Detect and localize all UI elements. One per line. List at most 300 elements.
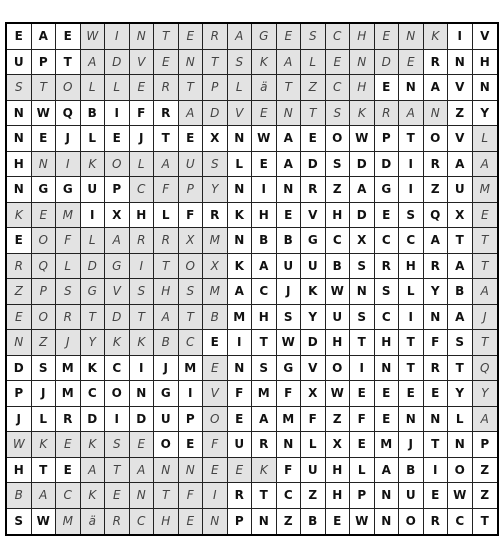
grid-cell[interactable]: F [203,432,228,458]
grid-cell[interactable]: G [154,381,179,407]
grid-cell[interactable]: I [203,483,228,509]
grid-cell[interactable]: F [228,381,253,407]
grid-cell[interactable]: O [448,458,473,484]
grid-cell[interactable]: W [32,101,57,127]
grid-cell[interactable]: K [81,483,106,509]
grid-cell[interactable]: T [179,75,204,101]
grid-cell[interactable]: P [375,126,400,152]
grid-cell[interactable]: H [7,458,32,484]
grid-cell[interactable]: A [179,101,204,127]
grid-cell[interactable]: H [130,203,155,229]
grid-cell[interactable]: C [326,228,351,254]
grid-cell[interactable]: E [179,432,204,458]
grid-cell[interactable]: S [448,330,473,356]
grid-cell[interactable]: D [301,152,326,178]
grid-cell[interactable]: I [179,381,204,407]
grid-cell[interactable]: D [81,254,106,280]
grid-cell[interactable]: T [301,101,326,127]
grid-cell[interactable]: L [301,432,326,458]
grid-cell[interactable]: E [277,24,302,50]
grid-cell[interactable]: O [326,126,351,152]
grid-cell[interactable]: P [32,50,57,76]
grid-cell[interactable]: C [399,228,424,254]
grid-cell[interactable]: A [350,177,375,203]
grid-cell[interactable]: E [179,509,204,535]
grid-cell[interactable]: E [473,203,498,229]
grid-cell[interactable]: F [350,407,375,433]
grid-cell[interactable]: O [179,254,204,280]
grid-cell[interactable]: Y [448,381,473,407]
grid-cell[interactable]: N [424,407,449,433]
grid-cell[interactable]: E [399,381,424,407]
grid-cell[interactable]: H [252,203,277,229]
grid-cell[interactable]: E [56,432,81,458]
grid-cell[interactable]: Z [326,177,351,203]
grid-cell[interactable]: P [203,75,228,101]
grid-cell[interactable]: D [203,101,228,127]
grid-cell[interactable]: G [105,254,130,280]
grid-cell[interactable]: C [326,24,351,50]
grid-cell[interactable]: V [473,24,498,50]
grid-cell[interactable]: B [399,458,424,484]
grid-cell[interactable]: W [32,509,57,535]
grid-cell[interactable]: N [7,330,32,356]
grid-cell[interactable]: K [228,254,253,280]
grid-cell[interactable]: R [105,509,130,535]
grid-cell[interactable]: J [7,407,32,433]
grid-cell[interactable]: R [424,50,449,76]
grid-cell[interactable]: A [130,458,155,484]
grid-cell[interactable]: J [32,381,57,407]
grid-cell[interactable]: E [130,432,155,458]
grid-cell[interactable]: E [105,126,130,152]
grid-cell[interactable]: X [179,228,204,254]
grid-cell[interactable]: C [277,483,302,509]
grid-cell[interactable]: S [228,50,253,76]
grid-cell[interactable]: A [228,24,253,50]
grid-cell[interactable]: K [32,432,57,458]
grid-cell[interactable]: K [350,101,375,127]
grid-cell[interactable]: B [448,279,473,305]
grid-cell[interactable]: K [130,330,155,356]
grid-cell[interactable]: Y [473,101,498,127]
grid-cell[interactable]: N [7,101,32,127]
grid-cell[interactable]: E [56,458,81,484]
grid-cell[interactable]: E [350,432,375,458]
grid-cell[interactable]: C [130,177,155,203]
grid-cell[interactable]: S [32,356,57,382]
grid-cell[interactable]: V [203,381,228,407]
grid-cell[interactable]: T [448,228,473,254]
grid-cell[interactable]: U [326,305,351,331]
grid-cell[interactable]: L [301,50,326,76]
grid-cell[interactable]: M [252,381,277,407]
grid-cell[interactable]: E [399,50,424,76]
grid-cell[interactable]: A [375,458,400,484]
grid-cell[interactable]: L [105,75,130,101]
grid-cell[interactable]: R [203,203,228,229]
grid-cell[interactable]: K [7,203,32,229]
grid-cell[interactable]: K [81,152,106,178]
grid-cell[interactable]: X [350,228,375,254]
grid-cell[interactable]: E [32,203,57,229]
grid-cell[interactable]: S [277,305,302,331]
grid-cell[interactable]: Z [32,330,57,356]
grid-cell[interactable]: N [277,432,302,458]
grid-cell[interactable]: O [203,407,228,433]
grid-cell[interactable]: T [424,432,449,458]
grid-cell[interactable]: A [448,254,473,280]
grid-cell[interactable]: P [179,407,204,433]
grid-cell[interactable]: B [301,509,326,535]
grid-cell[interactable]: M [375,432,400,458]
grid-cell[interactable]: S [203,152,228,178]
grid-cell[interactable]: B [203,305,228,331]
grid-cell[interactable]: E [32,126,57,152]
grid-cell[interactable]: L [81,126,106,152]
grid-cell[interactable]: E [56,24,81,50]
grid-cell[interactable]: S [350,305,375,331]
grid-cell[interactable]: R [154,101,179,127]
grid-cell[interactable]: L [81,75,106,101]
grid-cell[interactable]: M [473,177,498,203]
grid-cell[interactable]: H [350,24,375,50]
grid-cell[interactable]: ä [81,509,106,535]
grid-cell[interactable]: I [105,101,130,127]
grid-cell[interactable]: T [252,330,277,356]
grid-cell[interactable]: T [32,75,57,101]
grid-cell[interactable]: H [252,305,277,331]
grid-cell[interactable]: D [130,407,155,433]
grid-cell[interactable]: S [7,75,32,101]
grid-cell[interactable]: K [252,50,277,76]
grid-cell[interactable]: N [7,177,32,203]
grid-cell[interactable]: P [105,177,130,203]
grid-cell[interactable]: E [130,75,155,101]
grid-cell[interactable]: E [424,381,449,407]
grid-cell[interactable]: R [56,305,81,331]
grid-cell[interactable]: U [448,177,473,203]
grid-cell[interactable]: I [56,152,81,178]
grid-cell[interactable]: C [81,381,106,407]
grid-cell[interactable]: N [179,50,204,76]
grid-cell[interactable]: L [473,126,498,152]
grid-cell[interactable]: R [154,75,179,101]
grid-cell[interactable]: T [32,458,57,484]
grid-cell[interactable]: O [105,381,130,407]
grid-cell[interactable]: T [154,126,179,152]
grid-cell[interactable]: I [448,24,473,50]
grid-cell[interactable]: T [399,356,424,382]
grid-cell[interactable]: R [7,254,32,280]
grid-cell[interactable]: U [399,483,424,509]
grid-cell[interactable]: N [228,126,253,152]
grid-cell[interactable]: Z [424,177,449,203]
grid-cell[interactable]: G [252,24,277,50]
grid-cell[interactable]: J [56,126,81,152]
grid-cell[interactable]: C [179,330,204,356]
grid-cell[interactable]: F [301,407,326,433]
grid-cell[interactable]: I [424,458,449,484]
grid-cell[interactable]: W [350,126,375,152]
grid-cell[interactable]: U [301,254,326,280]
grid-cell[interactable]: P [473,432,498,458]
grid-cell[interactable]: K [424,24,449,50]
grid-cell[interactable]: Z [301,75,326,101]
grid-cell[interactable]: P [179,177,204,203]
grid-cell[interactable]: N [130,483,155,509]
grid-cell[interactable]: I [350,356,375,382]
grid-cell[interactable]: N [179,458,204,484]
grid-cell[interactable]: U [277,254,302,280]
grid-cell[interactable]: F [424,330,449,356]
grid-cell[interactable]: A [228,279,253,305]
grid-cell[interactable]: U [301,458,326,484]
grid-cell[interactable]: Y [301,305,326,331]
grid-cell[interactable]: N [399,24,424,50]
grid-cell[interactable]: I [105,24,130,50]
grid-cell[interactable]: T [473,228,498,254]
grid-cell[interactable]: E [252,152,277,178]
grid-cell[interactable]: A [154,305,179,331]
grid-cell[interactable]: E [326,509,351,535]
grid-cell[interactable]: J [399,432,424,458]
grid-cell[interactable]: L [130,152,155,178]
grid-cell[interactable]: A [252,254,277,280]
grid-cell[interactable]: A [448,305,473,331]
grid-cell[interactable]: N [130,24,155,50]
grid-cell[interactable]: K [105,330,130,356]
grid-cell[interactable]: E [203,330,228,356]
grid-cell[interactable]: A [277,126,302,152]
grid-cell[interactable]: D [105,50,130,76]
grid-cell[interactable]: E [105,483,130,509]
grid-cell[interactable]: A [81,50,106,76]
grid-cell[interactable]: D [81,407,106,433]
grid-cell[interactable]: D [350,152,375,178]
grid-cell[interactable]: M [179,356,204,382]
grid-cell[interactable]: R [56,407,81,433]
grid-cell[interactable]: E [424,483,449,509]
grid-cell[interactable]: T [473,330,498,356]
grid-cell[interactable]: T [154,24,179,50]
grid-cell[interactable]: H [326,203,351,229]
grid-cell[interactable]: V [228,101,253,127]
grid-cell[interactable]: H [326,483,351,509]
grid-cell[interactable]: F [277,381,302,407]
grid-cell[interactable]: G [301,228,326,254]
grid-cell[interactable]: S [56,279,81,305]
grid-cell[interactable]: N [448,50,473,76]
grid-cell[interactable]: I [399,177,424,203]
grid-cell[interactable]: Q [424,203,449,229]
grid-cell[interactable]: Z [7,279,32,305]
grid-cell[interactable]: I [81,203,106,229]
grid-cell[interactable]: A [105,228,130,254]
grid-cell[interactable]: O [32,305,57,331]
grid-cell[interactable]: E [154,50,179,76]
grid-cell[interactable]: A [32,483,57,509]
grid-cell[interactable]: A [424,75,449,101]
grid-cell[interactable]: N [7,126,32,152]
grid-cell[interactable]: H [154,509,179,535]
grid-cell[interactable]: N [350,279,375,305]
grid-cell[interactable]: T [130,305,155,331]
grid-cell[interactable]: Z [326,407,351,433]
grid-cell[interactable]: C [252,279,277,305]
grid-cell[interactable]: M [56,356,81,382]
grid-cell[interactable]: X [203,254,228,280]
grid-cell[interactable]: B [81,101,106,127]
grid-cell[interactable]: E [252,101,277,127]
grid-cell[interactable]: T [277,75,302,101]
grid-cell[interactable]: T [350,330,375,356]
grid-cell[interactable]: G [81,279,106,305]
grid-cell[interactable]: E [203,458,228,484]
grid-cell[interactable]: A [81,458,106,484]
grid-cell[interactable]: E [179,126,204,152]
grid-cell[interactable]: R [424,152,449,178]
grid-cell[interactable]: F [154,177,179,203]
grid-cell[interactable]: N [350,50,375,76]
grid-cell[interactable]: T [473,254,498,280]
grid-cell[interactable]: B [154,330,179,356]
grid-cell[interactable]: E [375,381,400,407]
grid-cell[interactable]: W [448,483,473,509]
grid-cell[interactable]: P [228,509,253,535]
grid-cell[interactable]: P [32,279,57,305]
grid-cell[interactable]: T [399,126,424,152]
grid-cell[interactable]: H [399,254,424,280]
grid-cell[interactable]: T [252,483,277,509]
grid-cell[interactable]: A [473,279,498,305]
grid-cell[interactable]: ä [252,75,277,101]
grid-cell[interactable]: C [326,75,351,101]
grid-cell[interactable]: H [326,458,351,484]
grid-cell[interactable]: S [375,279,400,305]
grid-cell[interactable]: A [32,24,57,50]
grid-cell[interactable]: H [375,330,400,356]
grid-cell[interactable]: M [228,305,253,331]
grid-cell[interactable]: S [399,203,424,229]
grid-cell[interactable]: H [473,50,498,76]
grid-cell[interactable]: E [375,203,400,229]
grid-cell[interactable]: L [350,458,375,484]
grid-cell[interactable]: U [154,407,179,433]
grid-cell[interactable]: Y [203,177,228,203]
grid-cell[interactable]: E [7,24,32,50]
grid-cell[interactable]: N [252,509,277,535]
grid-cell[interactable]: B [277,228,302,254]
grid-cell[interactable]: H [350,75,375,101]
grid-cell[interactable]: W [326,279,351,305]
grid-cell[interactable]: X [448,203,473,229]
grid-cell[interactable]: B [326,254,351,280]
grid-cell[interactable]: S [252,356,277,382]
grid-cell[interactable]: O [424,126,449,152]
grid-cell[interactable]: I [399,152,424,178]
grid-cell[interactable]: N [154,458,179,484]
grid-cell[interactable]: R [301,177,326,203]
grid-cell[interactable]: S [350,254,375,280]
grid-cell[interactable]: N [399,407,424,433]
grid-cell[interactable]: G [375,177,400,203]
grid-cell[interactable]: K [252,458,277,484]
grid-cell[interactable]: L [154,203,179,229]
grid-cell[interactable]: E [301,126,326,152]
grid-cell[interactable]: F [179,203,204,229]
grid-cell[interactable]: K [81,432,106,458]
grid-cell[interactable]: E [7,228,32,254]
grid-cell[interactable]: X [203,126,228,152]
grid-cell[interactable]: B [252,228,277,254]
grid-cell[interactable]: M [56,203,81,229]
grid-cell[interactable]: S [326,101,351,127]
grid-cell[interactable]: R [203,24,228,50]
grid-cell[interactable]: N [32,152,57,178]
grid-cell[interactable]: I [228,330,253,356]
grid-cell[interactable]: D [105,305,130,331]
grid-cell[interactable]: A [473,407,498,433]
grid-cell[interactable]: X [326,432,351,458]
grid-cell[interactable]: T [81,305,106,331]
grid-cell[interactable]: S [179,279,204,305]
grid-cell[interactable]: V [130,50,155,76]
grid-cell[interactable]: D [375,152,400,178]
grid-cell[interactable]: A [277,152,302,178]
grid-cell[interactable]: M [277,407,302,433]
grid-cell[interactable]: Z [473,458,498,484]
grid-cell[interactable]: X [301,381,326,407]
grid-cell[interactable]: S [326,152,351,178]
grid-cell[interactable]: N [277,177,302,203]
grid-cell[interactable]: F [277,458,302,484]
grid-cell[interactable]: T [399,330,424,356]
grid-cell[interactable]: U [81,177,106,203]
grid-cell[interactable]: K [228,203,253,229]
grid-cell[interactable]: C [375,305,400,331]
grid-cell[interactable]: T [473,509,498,535]
grid-cell[interactable]: R [424,509,449,535]
grid-cell[interactable]: F [179,483,204,509]
grid-cell[interactable]: Q [32,254,57,280]
grid-cell[interactable]: A [399,101,424,127]
grid-cell[interactable]: Z [473,483,498,509]
grid-cell[interactable]: E [7,305,32,331]
grid-cell[interactable]: N [130,381,155,407]
grid-cell[interactable]: F [130,101,155,127]
grid-cell[interactable]: E [203,356,228,382]
grid-cell[interactable]: R [375,101,400,127]
grid-cell[interactable]: R [130,228,155,254]
grid-cell[interactable]: D [350,203,375,229]
grid-cell[interactable]: N [473,75,498,101]
grid-cell[interactable]: M [56,509,81,535]
grid-cell[interactable]: A [473,152,498,178]
grid-cell[interactable]: R [424,356,449,382]
grid-cell[interactable]: W [81,24,106,50]
grid-cell[interactable]: P [7,381,32,407]
grid-cell[interactable]: T [154,483,179,509]
grid-cell[interactable]: D [375,50,400,76]
grid-cell[interactable]: E [350,381,375,407]
grid-cell[interactable]: N [228,356,253,382]
grid-cell[interactable]: T [154,254,179,280]
grid-cell[interactable]: C [56,483,81,509]
grid-cell[interactable]: L [32,407,57,433]
grid-cell[interactable]: H [154,279,179,305]
grid-cell[interactable]: Q [56,101,81,127]
